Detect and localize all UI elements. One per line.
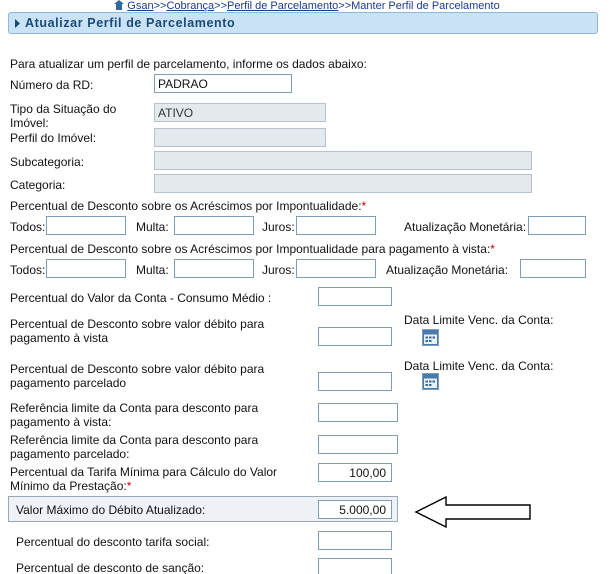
label-valor-maximo-debito: Valor Máximo do Débito Atualizado: bbox=[16, 503, 206, 517]
input-acrescimos-multa[interactable] bbox=[174, 216, 254, 235]
input-desconto-debito-parcelado[interactable] bbox=[318, 372, 392, 391]
input-categoria[interactable] bbox=[154, 174, 532, 193]
required-marker-3: * bbox=[126, 479, 132, 493]
label-subcategoria: Subcategoria: bbox=[10, 155, 85, 169]
form-intro: Para atualizar um perfil de parcelamento, informe os dados abaixo: bbox=[10, 57, 367, 71]
label-data-limite-vista: Data Limite Venc. da Conta: bbox=[404, 313, 554, 327]
label-ref-limite-parcelado: Referência limite da Conta para desconto para pagamento parcelado: bbox=[10, 433, 259, 461]
label-acrescimos-vista-multa: Multa: bbox=[136, 263, 169, 277]
input-perfil-imovel[interactable] bbox=[154, 128, 326, 147]
breadcrumb bbox=[0, 0, 614, 12]
label-categoria: Categoria: bbox=[10, 178, 66, 192]
input-desconto-sancao[interactable] bbox=[318, 558, 392, 574]
breadcrumb-item-manter-perfil[interactable]: Manter Perfil de Parcelamento bbox=[351, 0, 500, 12]
input-desconto-tarifa-social[interactable] bbox=[318, 531, 392, 550]
input-acrescimos-atualizacao[interactable] bbox=[528, 216, 586, 235]
left-arrow-annotation bbox=[412, 494, 534, 535]
label-acrescimos-multa: Multa: bbox=[136, 220, 169, 234]
input-acrescimos-vista-todos[interactable] bbox=[46, 259, 126, 278]
breadcrumb-separator: >> bbox=[153, 0, 167, 12]
input-valor-maximo-debito[interactable] bbox=[318, 500, 392, 519]
label-tarifa-minima-text: Percentual da Tarifa Mínima para Cálculo do Valor Mínimo da Prestação: bbox=[10, 465, 278, 493]
input-desconto-debito-vista[interactable] bbox=[318, 327, 392, 346]
page-title: Atualizar Perfil de Parcelamento bbox=[25, 16, 236, 30]
label-desconto-acrescimos-text: Percentual de Desconto sobre os Acréscimos por Impontualidade: bbox=[10, 199, 362, 213]
breadcrumb-item-cobranca[interactable]: Cobrança bbox=[166, 0, 215, 12]
input-acrescimos-vista-atualizacao[interactable] bbox=[520, 259, 586, 278]
form-area bbox=[0, 40, 614, 574]
input-subcategoria[interactable] bbox=[154, 151, 532, 170]
label-desconto-acrescimos-vista bbox=[10, 242, 495, 256]
label-tarifa-minima bbox=[10, 465, 310, 493]
label-desconto-sancao: Percentual de desconto de sanção: bbox=[16, 561, 205, 574]
label-acrescimos-juros: Juros: bbox=[262, 220, 295, 234]
label-desconto-acrescimos bbox=[10, 199, 366, 213]
label-consumo-medio: Percentual do Valor da Conta - Consumo Médio : bbox=[10, 291, 272, 305]
label-desconto-acrescimos-vista-text: Percentual de Desconto sobre os Acréscimos por Impontualidade para pagamento à vista: bbox=[10, 242, 491, 256]
title-arrow-icon bbox=[15, 19, 20, 28]
label-desconto-debito-parcelado: Percentual de Desconto sobre valor débito para pagamento parcelado bbox=[10, 362, 265, 390]
required-marker-2: * bbox=[490, 242, 495, 256]
label-acrescimos-vista-atualizacao: Atualização Monetária: bbox=[386, 263, 509, 277]
input-tarifa-minima[interactable] bbox=[318, 463, 392, 482]
breadcrumb-separator-3: >> bbox=[338, 0, 352, 12]
input-ref-limite-parcelado[interactable] bbox=[318, 435, 398, 454]
input-ref-limite-vista[interactable] bbox=[318, 403, 398, 422]
required-marker-1: * bbox=[361, 199, 367, 213]
input-acrescimos-vista-multa[interactable] bbox=[174, 259, 254, 278]
calendar-icon-parcelado[interactable] bbox=[422, 373, 439, 390]
calendar-icon-vista[interactable] bbox=[422, 329, 439, 346]
label-ref-limite-vista: Referência limite da Conta para desconto para pagamento à vista: bbox=[10, 401, 259, 429]
house-icon bbox=[114, 0, 124, 10]
label-desconto-tarifa-social: Percentual do desconto tarifa social: bbox=[16, 535, 210, 549]
input-acrescimos-juros[interactable] bbox=[296, 216, 376, 235]
panel-title-bar bbox=[8, 12, 598, 34]
input-tipo-situacao-imovel[interactable] bbox=[154, 103, 326, 122]
label-acrescimos-vista-juros: Juros: bbox=[262, 263, 295, 277]
input-acrescimos-vista-juros[interactable] bbox=[296, 259, 376, 278]
label-acrescimos-todos: Todos: bbox=[10, 220, 46, 234]
label-desconto-debito-vista: Percentual de Desconto sobre valor débito para pagamento à vista bbox=[10, 317, 265, 345]
input-numero-rd[interactable] bbox=[154, 74, 292, 93]
label-tipo-situacao-imovel: Tipo da Situação do Imóvel: bbox=[10, 102, 117, 130]
breadcrumb-item-perfil-parcelamento[interactable]: Perfil de Parcelamento bbox=[227, 0, 339, 12]
input-consumo-medio[interactable] bbox=[318, 287, 392, 306]
label-data-limite-parcelado: Data Limite Venc. da Conta: bbox=[404, 359, 554, 373]
breadcrumb-item-gsan[interactable]: Gsan bbox=[127, 0, 154, 12]
breadcrumb-separator-2: >> bbox=[214, 0, 227, 12]
input-acrescimos-todos[interactable] bbox=[46, 216, 126, 235]
label-acrescimos-atualizacao: Atualização Monetária: bbox=[404, 220, 527, 234]
label-perfil-imovel: Perfil do Imóvel: bbox=[10, 131, 97, 145]
label-numero-rd: Número da RD: bbox=[10, 78, 94, 92]
label-acrescimos-vista-todos: Todos: bbox=[10, 263, 46, 277]
